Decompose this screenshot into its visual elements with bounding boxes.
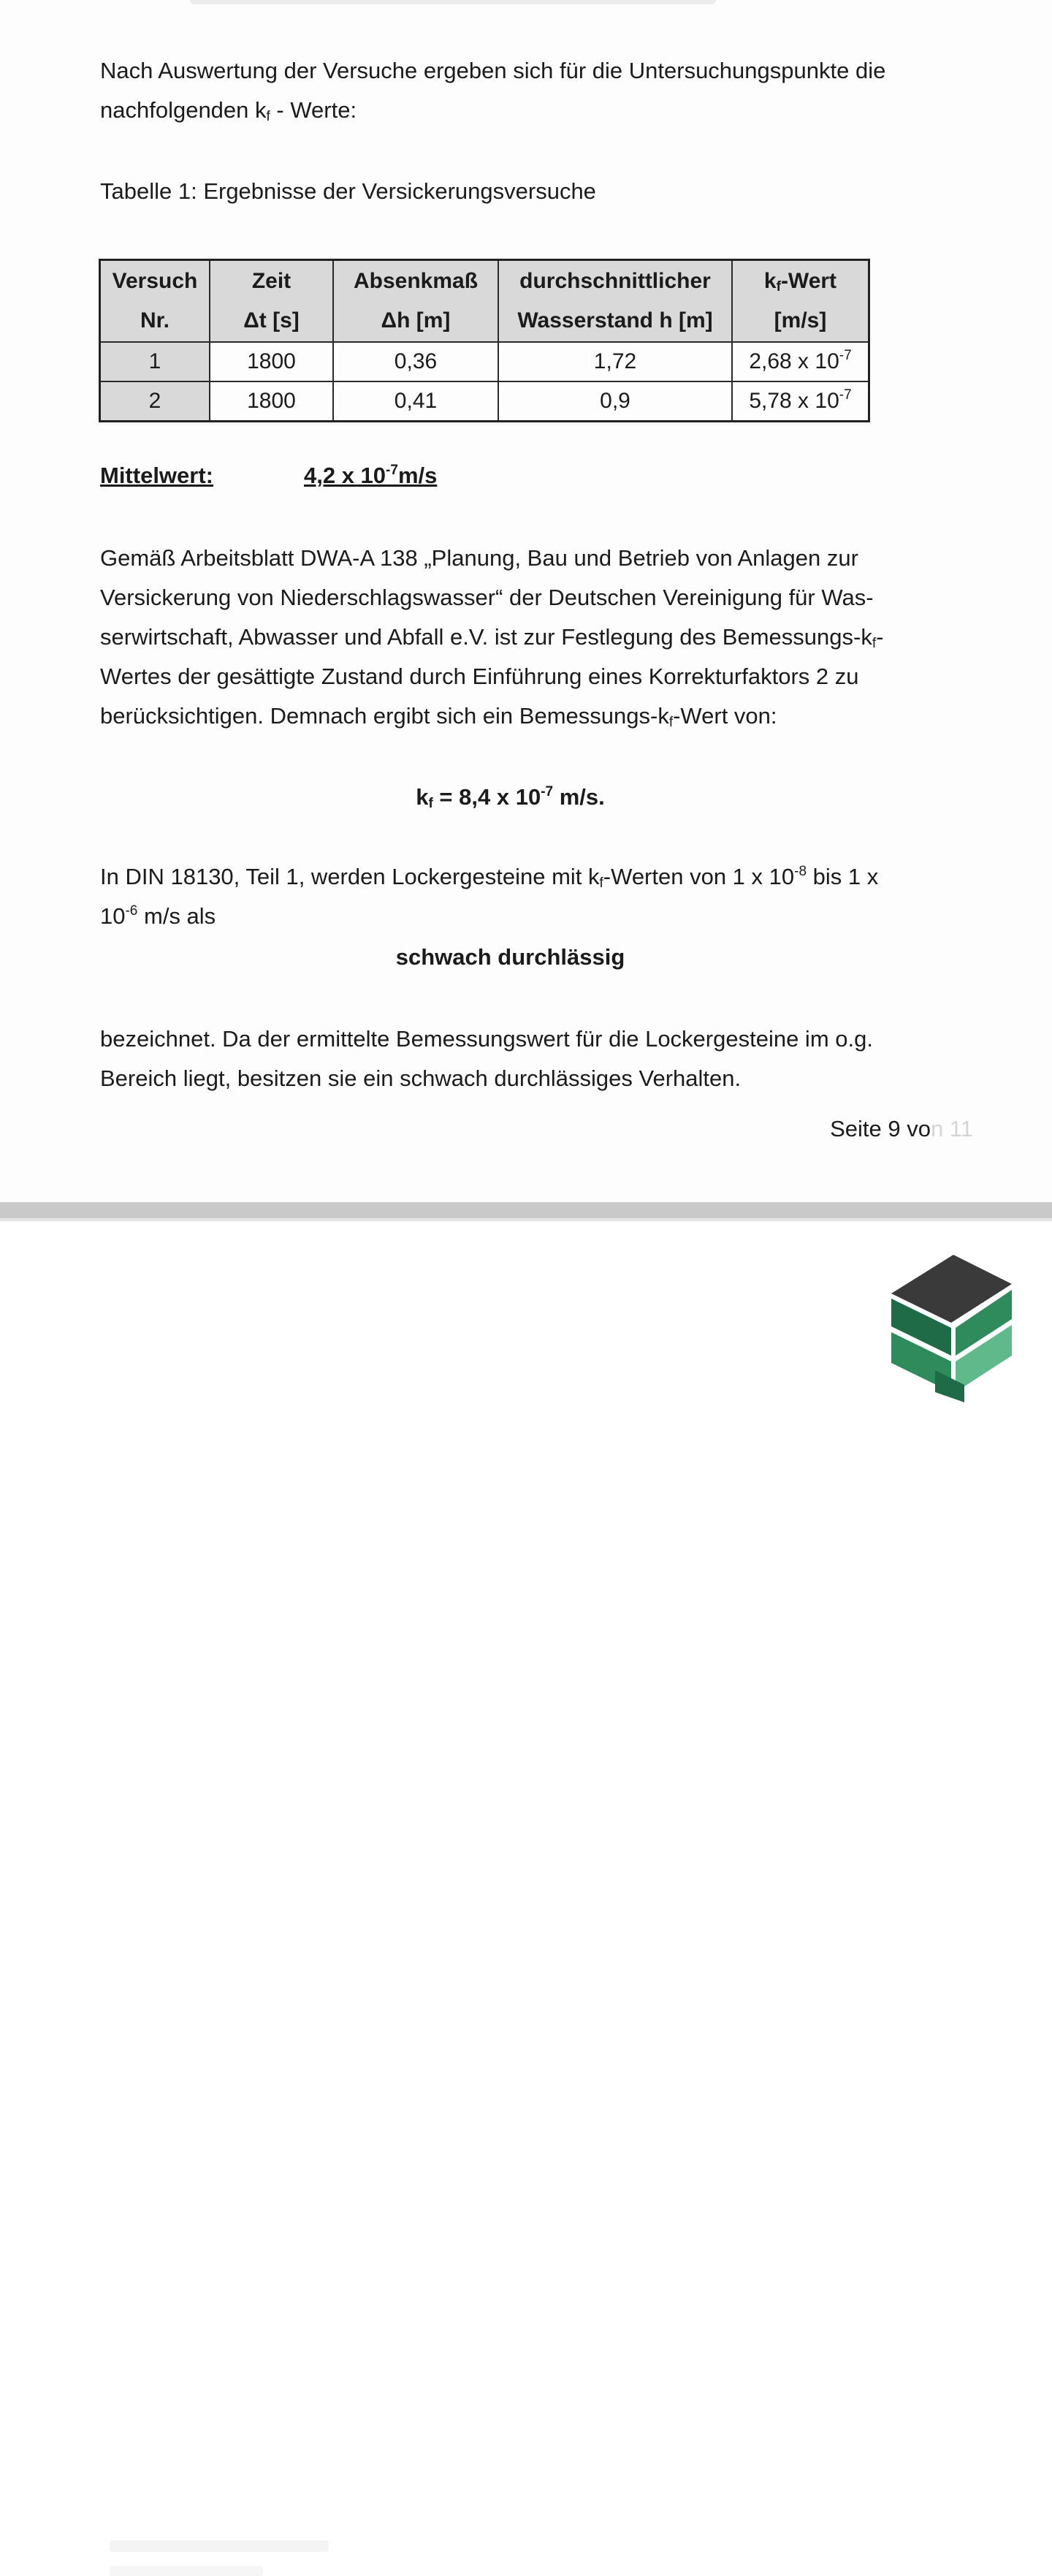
cell-kf: 5,78 x $10^{-7}$	[732, 381, 869, 422]
para2-line-5: berücksichtigen. Demnach ergibt sich ein Bemessungs-$k_f$-Wert von:	[100, 703, 777, 730]
para4-line-2: Bereich liegt, besitzen sie ein schwach durchlässiges Verhalten.	[100, 1065, 742, 1091]
cell-zeit: 1800	[210, 381, 333, 422]
cell-kf: 2,68 x $10^{-7}$	[732, 342, 869, 381]
header-wasserstand: durchschnittlicher Wasserstand h [m]	[498, 260, 732, 343]
table-row	[100, 381, 869, 422]
cut-off-heading	[190, 0, 716, 4]
cell-nr: 1	[100, 342, 210, 381]
table-header-row	[100, 260, 869, 343]
cell-absenk: 0,36	[333, 342, 498, 381]
para2-line-3: serwirtschaft, Abwasser und Abfall e.V. ist zur Festlegung des Bemessungs-$k_f-$	[100, 624, 884, 651]
header-absenkmass: Absenkmaß Δh [m]	[333, 260, 498, 343]
faint-text-line	[110, 2566, 263, 2576]
para4-line-1: bezeichnet. Da der ermittelte Bemessungswert für die Lockergesteine im o.g.	[100, 1026, 873, 1052]
results-table	[99, 259, 870, 422]
emphasis-schwach-durchlaessig: schwach durchlässig	[395, 944, 625, 970]
cell-absenk: 0,41	[333, 381, 498, 422]
para2-line-4: Wertes der gesättigte Zustand durch Einführung eines Korrekturfaktors 2 zu	[100, 664, 859, 689]
intro-line-1: Nach Auswertung der Versuche ergeben sich für die Untersuchungspunkte die	[100, 58, 886, 83]
table-row	[100, 342, 869, 381]
intro-line-2: nachfolgenden $k_f$ - Werte:	[100, 97, 357, 124]
header-zeit: Zeit Δt [s]	[210, 260, 333, 343]
mittelwert-label: Mittelwert:	[100, 463, 213, 488]
para3-line-2: $10^{-6}$ m/s als	[100, 903, 216, 929]
cell-wasser: 1,72	[498, 342, 732, 381]
para3-line-1: In DIN 18130, Teil 1, werden Lockergesteine mit $k_f$-Werten von 1 x $10^{-8}$ bis 1 x	[100, 864, 879, 891]
cell-zeit: 1800	[210, 342, 333, 381]
page-number: Seite 9 von 11	[830, 1116, 973, 1141]
faint-text-line	[110, 2540, 329, 2552]
mittelwert-value: 4,2 x $10^{-7}m/s$	[304, 463, 438, 488]
para2-line-2: Versickerung von Niederschlagswasser“ der Deutschen Vereinigung für Was-	[100, 585, 874, 610]
document-page	[0, 0, 1052, 1206]
cell-nr: 2	[100, 381, 210, 422]
para2-line-1: Gemäß Arbeitsblatt DWA-A 138 „Planung, Bau und Betrieb von Anlagen zur	[100, 545, 858, 571]
kf-formula: $k_f = 8,4$ x $10^{-7}$ m/s.	[416, 784, 605, 811]
header-kf-wert: $k_f$-Wert [m/s]	[732, 260, 869, 343]
cell-wasser: 0,9	[498, 381, 732, 422]
company-logo-icon	[884, 1246, 1023, 1403]
header-versuch: Versuch Nr.	[100, 260, 210, 343]
table-caption: Tabelle 1: Ergebnisse der Versickerungsversuche	[100, 178, 596, 204]
page-divider	[0, 1202, 1052, 1218]
